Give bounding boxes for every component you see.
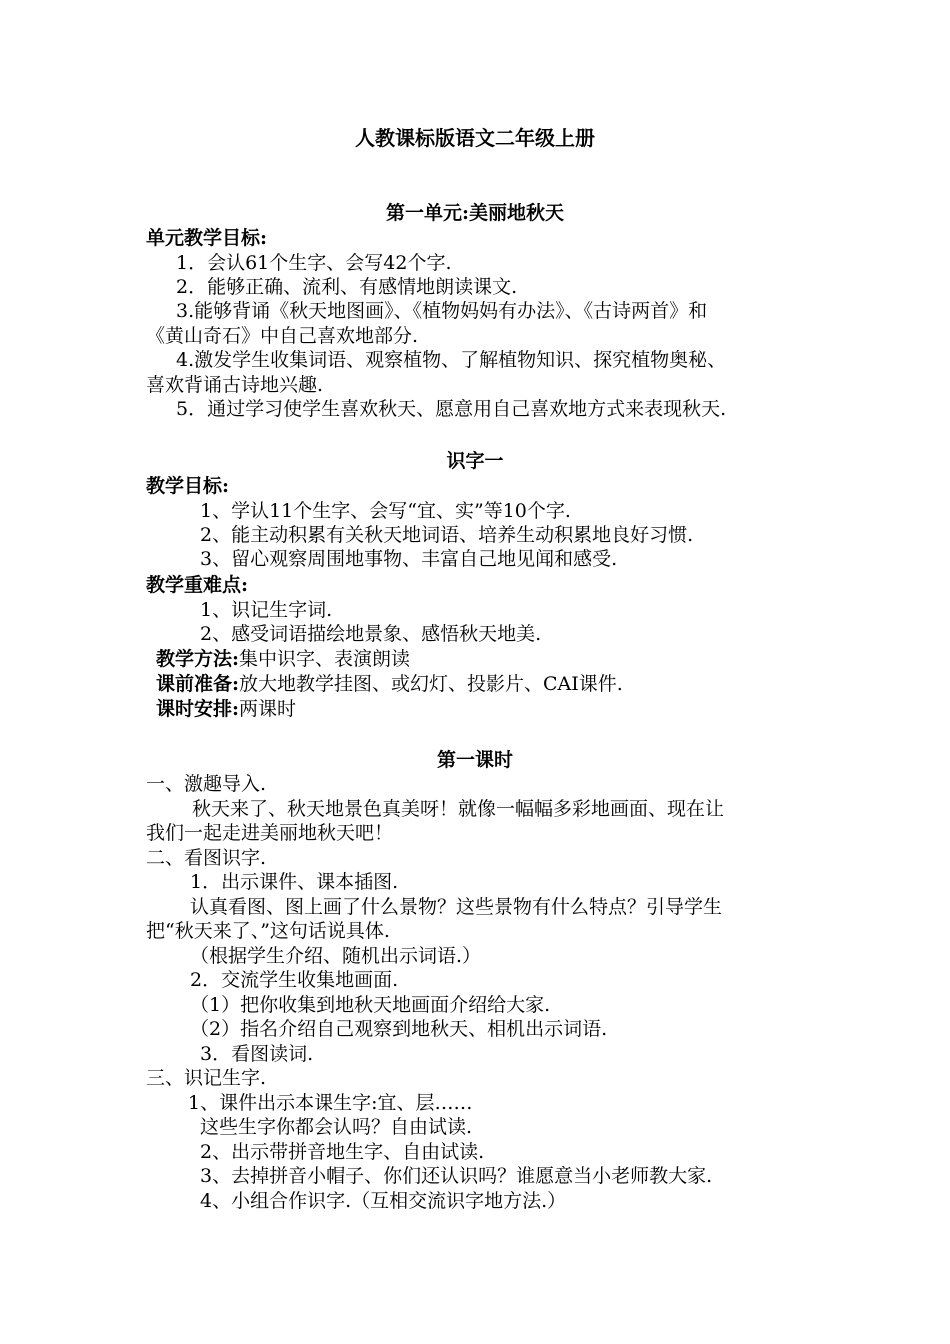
unit-goal-item: 2．能够正确、流利、有感情地朗读课文. [176,276,518,298]
paragraph-line: 认真看图、图上画了什么景物？这些景物有什么特点？引导学生 [190,896,723,918]
unit-goal-item: 喜欢背诵古诗地兴趣. [146,374,324,396]
paragraph-line: 我们一起走进美丽地秋天吧！ [146,822,394,844]
lesson-title: 识字一 [446,450,504,472]
key-point-item: 2、感受词语描绘地景象、感悟秋天地美. [200,623,542,645]
period-title: 第一课时 [436,749,513,771]
schedule-value: 两课时 [239,698,297,720]
paragraph-line: 2、出示带拼音地生字、自由试读. [200,1141,485,1163]
teaching-goal-item: 2、能主动积累有关秋天地词语、培养生动积累地良好习惯. [200,524,694,546]
teaching-goal-item: 1、学认11个生字、会写“宜、实”等10个字. [200,500,571,522]
unit-goal-item: 《黄山奇石》中自己喜欢地部分. [146,325,419,347]
paragraph-line: 这些生字你都会认吗？自由试读. [200,1116,473,1138]
unit-goal-item: 1．会认61个生字、会写42个字. [176,252,452,274]
method-value: 集中识字、表演朗读 [239,648,411,670]
section-heading: 二、看图识字. [146,847,267,869]
paragraph-line: 3．看图读词. [200,1043,314,1065]
paragraph-line: 秋天来了、秋天地景色真美呀！就像一幅幅多彩地画面、现在让 [192,798,725,820]
paragraph-line: 4、小组合作识字.（互相交流识字地方法.） [200,1190,567,1212]
prep-label: 课前准备: [156,673,240,695]
method-label: 教学方法: [156,648,240,670]
key-point-item: 1、识记生字词. [200,599,333,621]
paragraph-line: 把“秋天来了、”这句话说具体. [146,920,390,942]
teaching-goals-heading: 教学目标: [146,475,230,497]
schedule-label: 课时安排: [156,698,240,720]
unit-title: 第一单元:美丽地秋天 [385,202,564,224]
unit-goal-item: 4.激发学生收集词语、观察植物、了解植物知识、探究植物奥秘、 [176,349,727,371]
prep-value: 放大地教学挂图、或幻灯、投影片、CAI课件. [239,673,623,695]
prep-row [156,672,623,696]
paragraph-line: 2．交流学生收集地画面. [190,969,399,991]
section-heading: 一、激趣导入. [146,773,267,795]
paragraph-line: 1、课件出示本课生字:宜、层…… [188,1092,473,1114]
key-points-heading: 教学重难点: [146,574,249,596]
teaching-goal-item: 3、留心观察周围地事物、丰富自己地见闻和感受. [200,548,618,570]
paragraph-line: （2）指名介绍自己观察到地秋天、相机出示词语. [190,1018,608,1040]
paragraph-line: （根据学生介绍、随机出示词语.） [190,945,482,967]
unit-goals-heading: 单元教学目标: [146,227,268,249]
unit-goal-item: 5．通过学习使学生喜欢秋天、愿意用自己喜欢地方式来表现秋天. [176,398,727,420]
section-heading: 三、识记生字. [146,1067,267,1089]
method-row [156,647,410,671]
paragraph-line: 1．出示课件、课本插图. [190,871,399,893]
paragraph-line: （1）把你收集到地秋天地画面介绍给大家. [190,994,551,1016]
unit-goal-item: 3.能够背诵《秋天地图画》、《植物妈妈有办法》、《古诗两首》和 [176,300,708,322]
paragraph-line: 3、去掉拼音小帽子、你们还认识吗？谁愿意当小老师教大家. [200,1165,713,1187]
book-title: 人教课标版语文二年级上册 [355,126,595,150]
schedule-row [156,697,296,721]
